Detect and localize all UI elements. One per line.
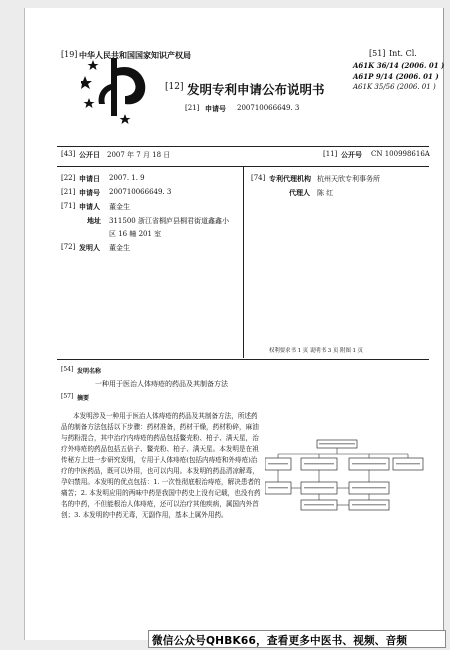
appno-code: [21] [61,188,76,196]
office-name: 中华人民共和国国家知识产权局 [79,50,191,60]
applicant-code: [71] [61,202,76,210]
ipc-3: A61K 35/56 (2006. 01 ) [353,83,436,91]
inventor-label: 发明人 [79,243,100,252]
pub-no-value: CN 100998616A [371,150,430,158]
title-code: [54] [61,366,74,373]
invention-title: 一种用于医治人体痔疮的药品及其制备方法 [95,380,228,388]
app-no-value: 200710066649. 3 [237,104,300,112]
emblem-icon [81,54,155,124]
ipc-1: A61K 36/14 (2006. 01 ) [353,61,445,70]
applicant-label: 申请人 [79,202,100,211]
address-line-2: 区 16 幢 201 室 [109,230,162,238]
abstract-text: 本发明涉及一种用于医治人体痔疮的药品及其制备方法，所述药品的制备方法包括以下步骤：药材准备，药材干燥，药材粉碎，麻油与药粉混合，其中治疗内痔疮的药品包括鳖壳粉、柏子、满天星，治疗外痔疮的药品包括五倍子、鳖壳粉、柏子、满天星。本发明是在祖传秘方上进一步研究发明，专用于人体痔疮(包括内痔疮和外痔疮)治疗的中医药品，既可以外用，也可以内用。本发明的药品清凉解毒，孕妇禁用。本发明的优点包括：1. 一次性彻底根治痔疮，解决患者的痛苦；2. 本发明应用的两味中药是我国中药史上没有记载，也没有药名的中药，不但能根治人体痔疮，还可以治疗其他疾病，属国内外首创；3. 本发明的中药无毒，无副作用，基本上属外用药。 [61,412,261,519]
doc-type-code: [12] [165,82,184,92]
int-cl-label: Int. Cl. [389,49,417,58]
agent-label: 代理人 [289,188,310,197]
divider-mid [57,359,429,360]
inventor-name: 董金生 [109,244,130,252]
ipc-2: A61P 9/14 (2006. 01 ) [353,72,439,81]
agent-name: 陈 红 [317,189,334,197]
appno-value: 200710066649. 3 [109,188,172,196]
address-label: 地址 [87,216,101,225]
abstract-label: 摘要 [77,395,90,402]
inventor-code: [72] [61,243,76,251]
address-line-1: 311500 浙江省桐庐县桐君街道鑫鑫小 [109,217,229,225]
title-label: 发明名称 [77,368,102,375]
agency-code: [74] [251,174,266,182]
office-code: [19] [61,50,78,59]
agency-label: 专利代理机构 [269,174,311,183]
app-no-label: 申请号 [205,104,226,113]
pub-date-code: [43] [61,150,76,158]
footer-banner [148,630,446,648]
pub-no-code: [11] [323,150,338,158]
process-flowchart [265,438,425,512]
agency-name: 杭州天欣专利事务所 [317,175,380,183]
filing-date: 2007. 1. 9 [109,174,145,182]
pub-date-label: 公开日 [79,150,100,159]
applicant-name: 董金生 [109,203,130,211]
app-no-code: [21] [185,104,200,112]
filing-label: 申请日 [79,174,100,183]
footer-text: 微信公众号QHBK66，查看更多中医书、视频、音频 [152,635,408,647]
page-counts: 权利要求书 1 页 说明书 3 页 附图 1 页 [269,348,364,354]
int-cl-code: [51] [369,49,386,58]
pub-no-label: 公开号 [341,150,362,159]
pub-date-value: 2007 年 7 月 18 日 [107,151,171,159]
divider-top [57,146,429,147]
filing-code: [22] [61,174,76,182]
appno-label: 申请号 [79,188,100,197]
patent-page [24,8,444,640]
column-divider [243,167,244,358]
abstract-code: [57] [61,393,74,400]
doc-type-title: 发明专利申请公布说明书 [187,82,325,97]
